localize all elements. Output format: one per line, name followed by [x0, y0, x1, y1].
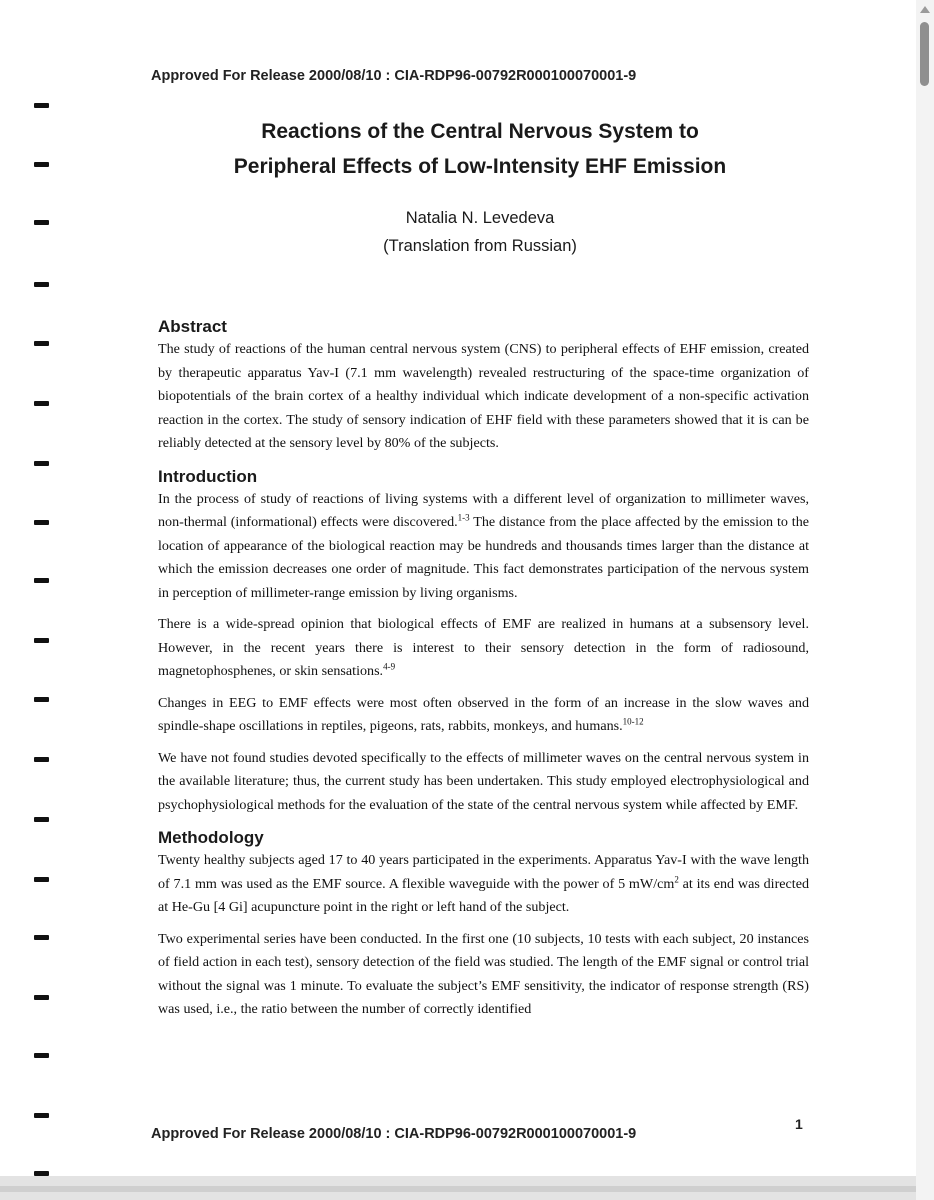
methodology-section — [158, 827, 809, 1022]
author-block — [300, 204, 660, 260]
scroll-up-arrow-icon[interactable] — [920, 6, 930, 13]
intro-paragraph-1: In the process of study of reactions of living systems with a different level of organization to millimeter waves, non-thermal (informational) effects were discovered.$^{1-3}$ The distance from the place affected by the emission to the location of appearance of the biological reaction may be hundreds and thousands times larger than the distance at which the emission decreases one order of magnitude. This fact demonstrates participation of the nervous system in perception of millimeter-range emission by living organisms. — [158, 490, 810, 601]
method-paragraph-1: Twenty healthy subjects aged 17 to 40 years participated in the experiments. Apparatus Yav-I with the wave length of 7.1 mm was used as the EMF source. A flexible waveguide with the power of 5 $mW/cm^2$ at its end was directed at He-Gu [4 Gi] acupuncture point in the right or left hand of the subject. — [158, 852, 809, 915]
citation-ref: 4-9 — [383, 661, 396, 672]
citation-ref: 1-3 — [457, 512, 470, 523]
document-title — [100, 114, 860, 184]
citation-ref: 10-12 — [622, 716, 644, 727]
vertical-scrollbar[interactable] — [916, 0, 934, 1200]
title-line-1: Reactions of the Central Nervous System to — [261, 120, 699, 143]
page-number: 1 — [795, 1116, 803, 1132]
scrollbar-thumb[interactable] — [920, 22, 929, 86]
intro-paragraph-2: There is a wide-spread opinion that biological effects of EMF are realized in humans at a subsensory level. However, in the recent years there is interest to their sensory detection in the form of radiosound, magnetophosphenes, or skin sensations.$^{4-9}$ — [158, 616, 809, 679]
methodology-heading: Methodology — [158, 828, 264, 847]
release-footer: Approved For Release 2000/08/10 : CIA-RDP96-00792R000100070001-9 — [151, 1126, 637, 1142]
intro-paragraph-4: We have not found studies devoted specifically to the effects of millimeter waves on the central nervous system in the available literature; thus, the current study has been undertaken. This study employed electrophysiological and psychophysiological methods for the evaluation of the state of the central nervous system while affected by EMF. — [158, 749, 809, 813]
next-page-edge — [0, 1176, 916, 1200]
abstract-section — [158, 316, 809, 456]
translation-note: (Translation from Russian) — [383, 237, 577, 255]
title-line-2: Peripheral Effects of Low-Intensity EHF Emission — [233, 155, 727, 178]
introduction-section — [158, 466, 809, 818]
abstract-text: The study of reactions of the human central nervous system (CNS) to peripheral effects of EHF emission, created by therapeutic apparatus Yav-I (7.1 mm wavelength) revealed restructuring of the space-time organization of biopotentials of the brain cortex of a healthy individual which indicate development of a non-specific activation reaction in the cortex. The study of sensory indication of EHF field with these parameters showed that it is can be reliably detected at the sensory level by 80% of the subjects. — [158, 341, 809, 451]
author-name: Natalia N. Levedeva — [405, 209, 555, 227]
intro-paragraph-3: Changes in EEG to EMF effects were most often observed in the form of an increase in the slow waves and spindle-shape oscillations in reptiles, pigeons, rats, rabbits, monkeys, and humans.$^{10-12}$ — [158, 694, 809, 734]
method-paragraph-2: Two experimental series have been conducted. In the first one (10 subjects, 10 tests with each subject, 20 instances of field action in each test), sensory detection of the field was studied. The length of the EMF signal or control trial without the signal was 1 minute. To evaluate the subject’s EMF sensitivity, the indicator of response strength (RS) was used, i.e., the ratio between the number of correctly identified — [158, 930, 809, 1017]
abstract-heading: Abstract — [158, 317, 227, 336]
document-body — [158, 316, 809, 1032]
release-header: Approved For Release 2000/08/10 : CIA-RDP96-00792R000100070001-9 — [151, 68, 637, 84]
introduction-heading: Introduction — [158, 466, 258, 486]
